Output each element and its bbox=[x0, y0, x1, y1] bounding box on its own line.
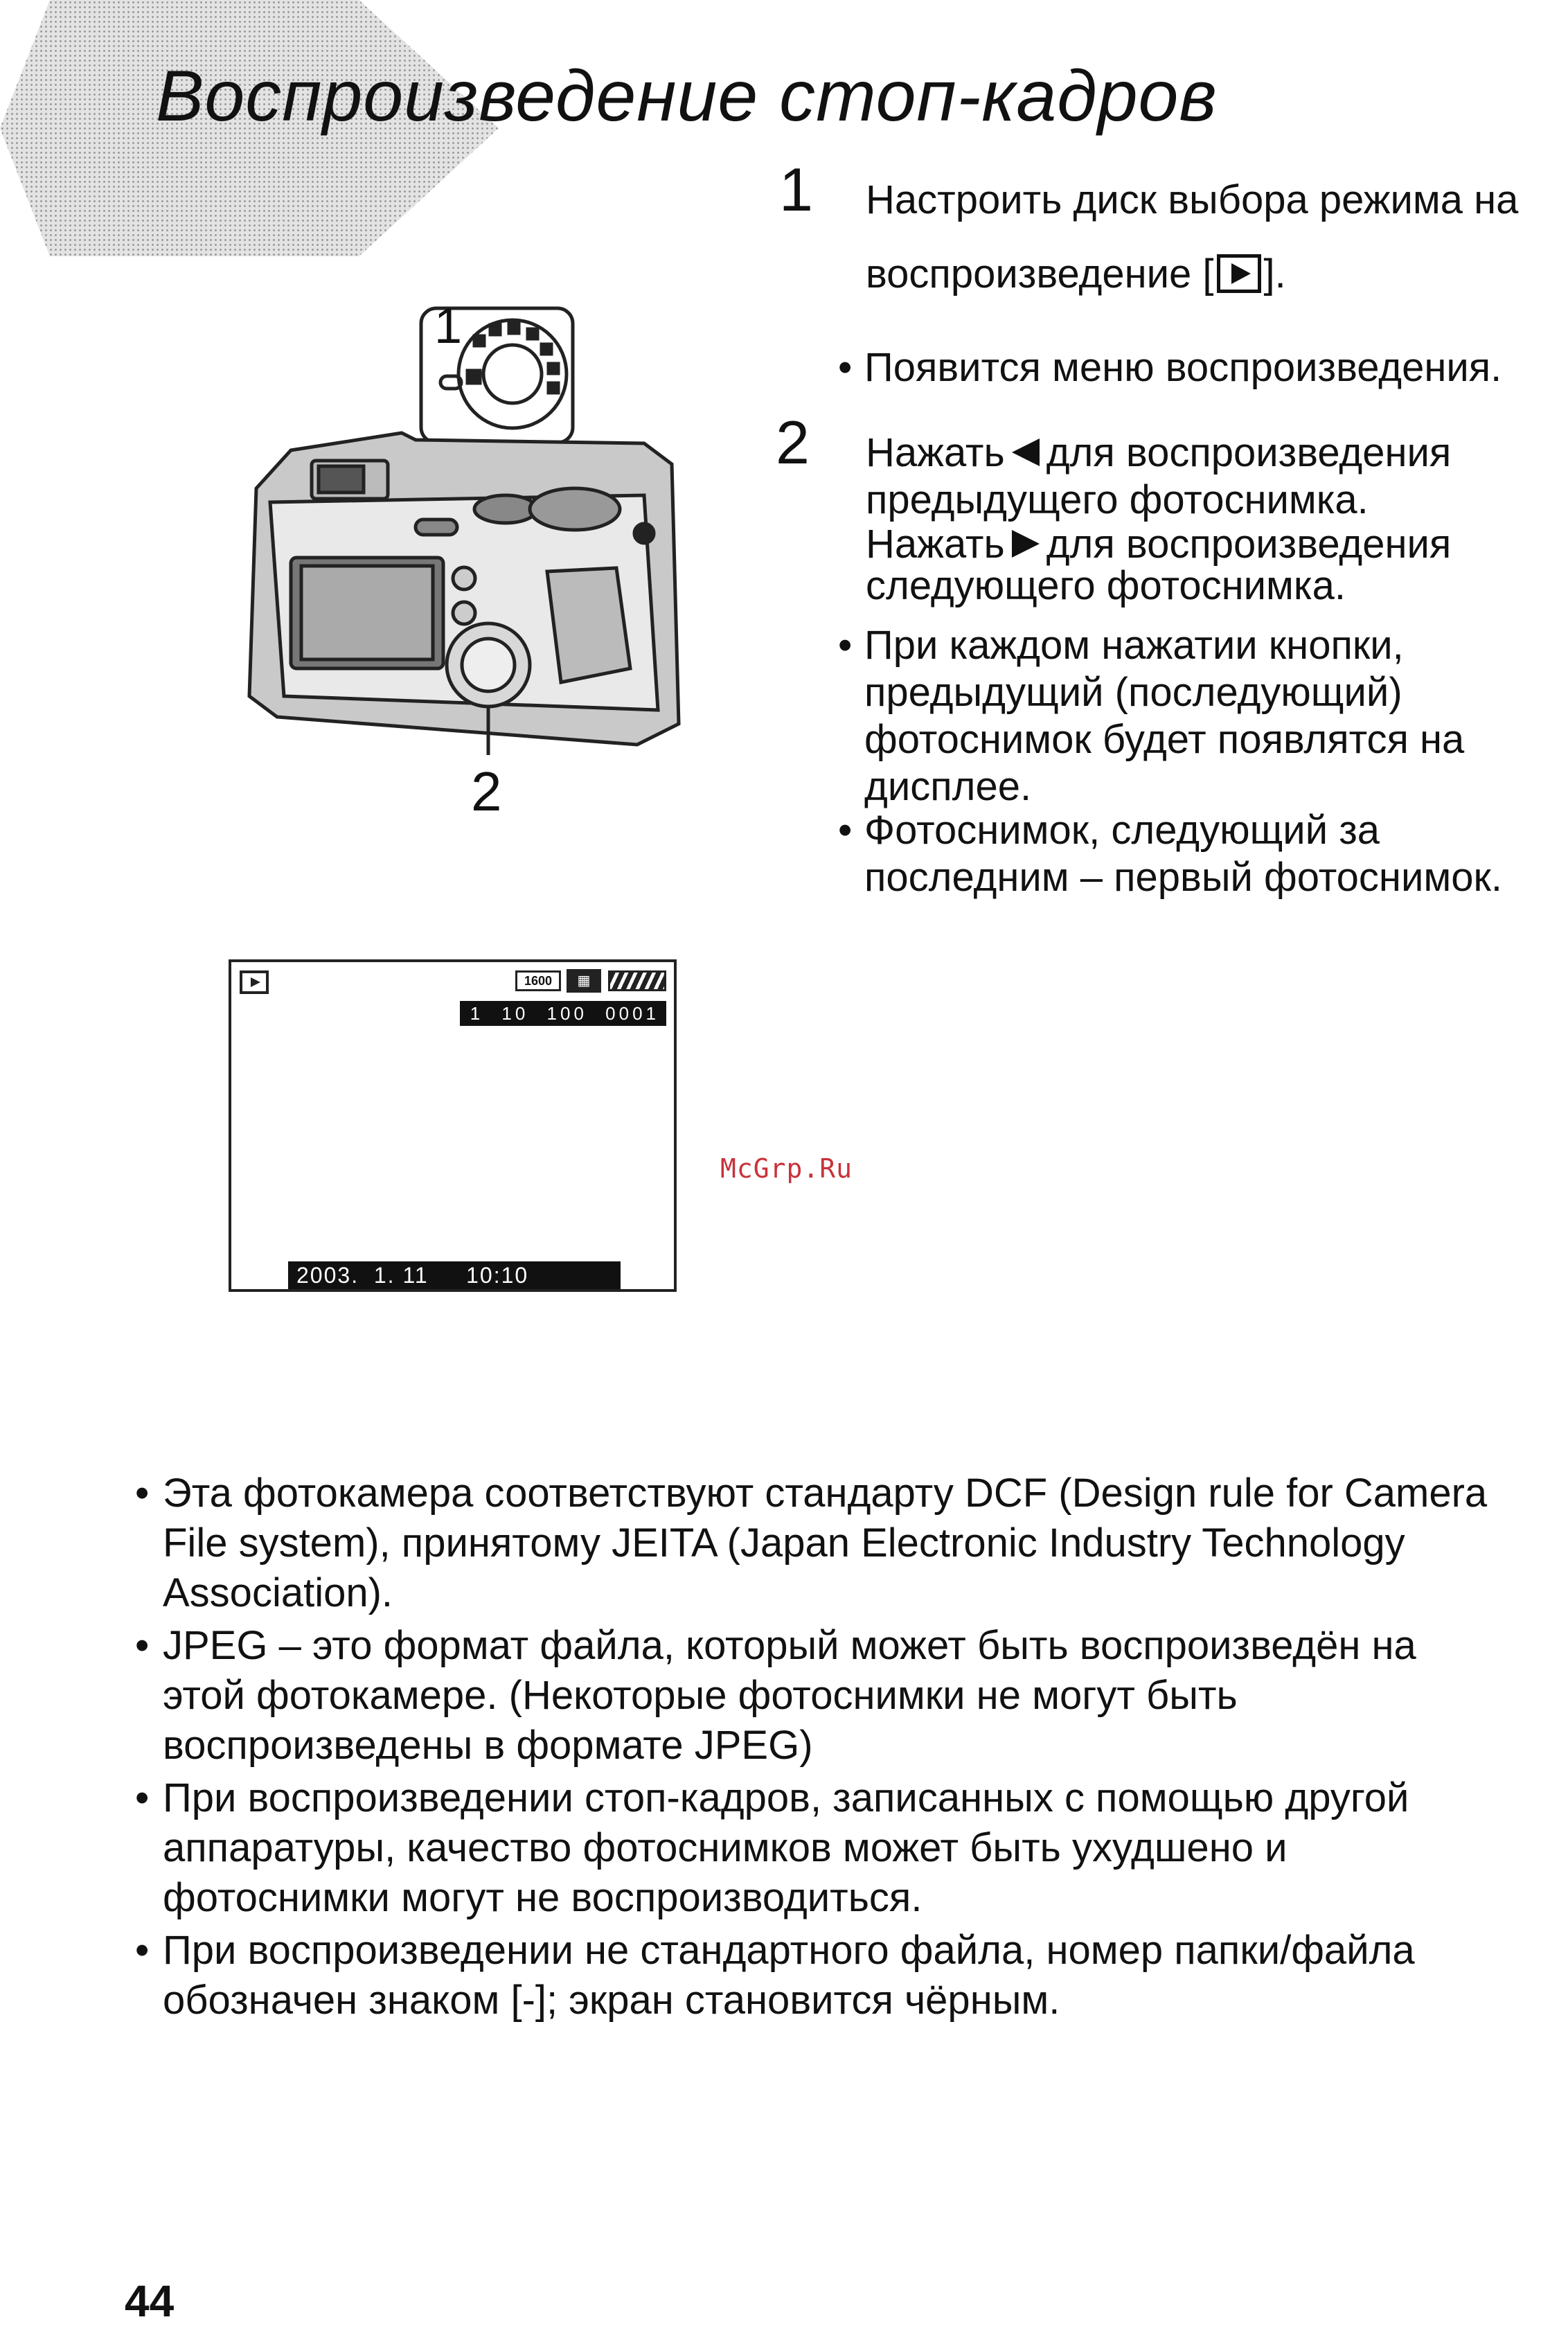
step-2-bullet-2 bbox=[838, 807, 1502, 901]
footnote-line: аппаратуры, качество фотоснимков может быть ухудшено и bbox=[163, 1825, 1288, 1870]
step-2-line-3-start: Нажать bbox=[866, 522, 1005, 567]
footnote-3 bbox=[135, 1773, 1548, 1923]
right-arrow-icon bbox=[1012, 530, 1040, 558]
bullet-line: фотоснимок будет появлятся на bbox=[864, 717, 1465, 762]
bullet-line: • При каждом нажатии кнопки, bbox=[864, 623, 1404, 668]
callout-number-2: 2 bbox=[471, 761, 502, 822]
step-1-line-2-end: ]. bbox=[1263, 251, 1286, 296]
bullet-line: дисплее. bbox=[864, 764, 1032, 809]
step-2-line-1-start: Нажать bbox=[866, 430, 1005, 475]
step-2-line-4: следующего фотоснимка. bbox=[866, 563, 1346, 608]
bullet-line: • Фотоснимок, следующий за bbox=[864, 808, 1380, 853]
watermark: McGrp.Ru bbox=[720, 1153, 853, 1184]
lcd-playback-screen bbox=[229, 959, 677, 1292]
quality-icon: ▦ bbox=[567, 969, 601, 993]
lcd-datetime: 2003. 1. 11 10:10 bbox=[288, 1261, 621, 1289]
callout-number-1: 1 bbox=[434, 299, 463, 354]
page-number: 44 bbox=[125, 2276, 175, 2326]
page-title: Воспроизведение стоп-кадров bbox=[156, 56, 1218, 136]
step-2-line-2: предыдущего фотоснимка. bbox=[866, 477, 1369, 522]
step-2-bullet-1 bbox=[838, 622, 1464, 810]
camera-body bbox=[249, 433, 679, 755]
step-2-number: 2 bbox=[776, 408, 810, 477]
footnote-line: воспроизведены в формате JPEG) bbox=[163, 1723, 813, 1768]
footnote-line: обозначен знаком [-]; экран становится чёрным. bbox=[163, 1978, 1060, 2023]
footnote-2 bbox=[135, 1621, 1548, 1771]
footnote-line: • При воспроизведении не стандартного файла, номер папки/файла bbox=[163, 1928, 1415, 1973]
step-2-line-1-end: для воспроизведения bbox=[1046, 430, 1452, 475]
step-1-line-1: Настроить диск выбора режима на bbox=[866, 177, 1519, 222]
lcd-resolution: 1600 bbox=[515, 970, 561, 991]
step-1-line-2 bbox=[866, 251, 1286, 298]
footnote-line: • JPEG – это формат файла, который может быть воспроизведён на bbox=[163, 1623, 1416, 1668]
footnote-line: Association). bbox=[163, 1570, 393, 1615]
camera-illustration bbox=[229, 294, 700, 862]
bullet-line: предыдущий (последующий) bbox=[864, 670, 1402, 715]
footnote-line: • Эта фотокамера соответствуют стандарту DCF (Design rule for Camera bbox=[163, 1471, 1488, 1516]
footnote-line: этой фотокамере. (Некоторые фотоснимки не могут быть bbox=[163, 1673, 1238, 1718]
step-2-line-3-end: для воспроизведения bbox=[1046, 522, 1452, 567]
footnote-4 bbox=[135, 1926, 1548, 2025]
playback-mode-icon bbox=[1217, 254, 1261, 293]
lcd-playback-icon bbox=[240, 970, 269, 994]
battery-icon bbox=[608, 970, 666, 991]
footnote-line: фотоснимки могут не воспроизводиться. bbox=[163, 1875, 923, 1920]
footnote-line: • При воспроизведении стоп-кадров, записанных с помощью другой bbox=[163, 1775, 1409, 1820]
step-1-number: 1 bbox=[779, 155, 813, 224]
step-1-bullet: • Появится меню воспроизведения. bbox=[838, 344, 1502, 391]
step-2-line-3 bbox=[866, 521, 1451, 568]
footnote-1 bbox=[135, 1469, 1548, 1618]
step-1-line-2-start: воспроизведение [ bbox=[866, 251, 1214, 296]
footnote-line: File system), принятому JEITA (Japan Electronic Industry Technology bbox=[163, 1520, 1405, 1565]
step-2-line-1 bbox=[866, 429, 1451, 477]
lcd-file-number: 1 10 100 0001 bbox=[460, 1001, 666, 1026]
bullet-line: последним – первый фотоснимок. bbox=[864, 855, 1502, 900]
left-arrow-icon bbox=[1012, 438, 1040, 466]
